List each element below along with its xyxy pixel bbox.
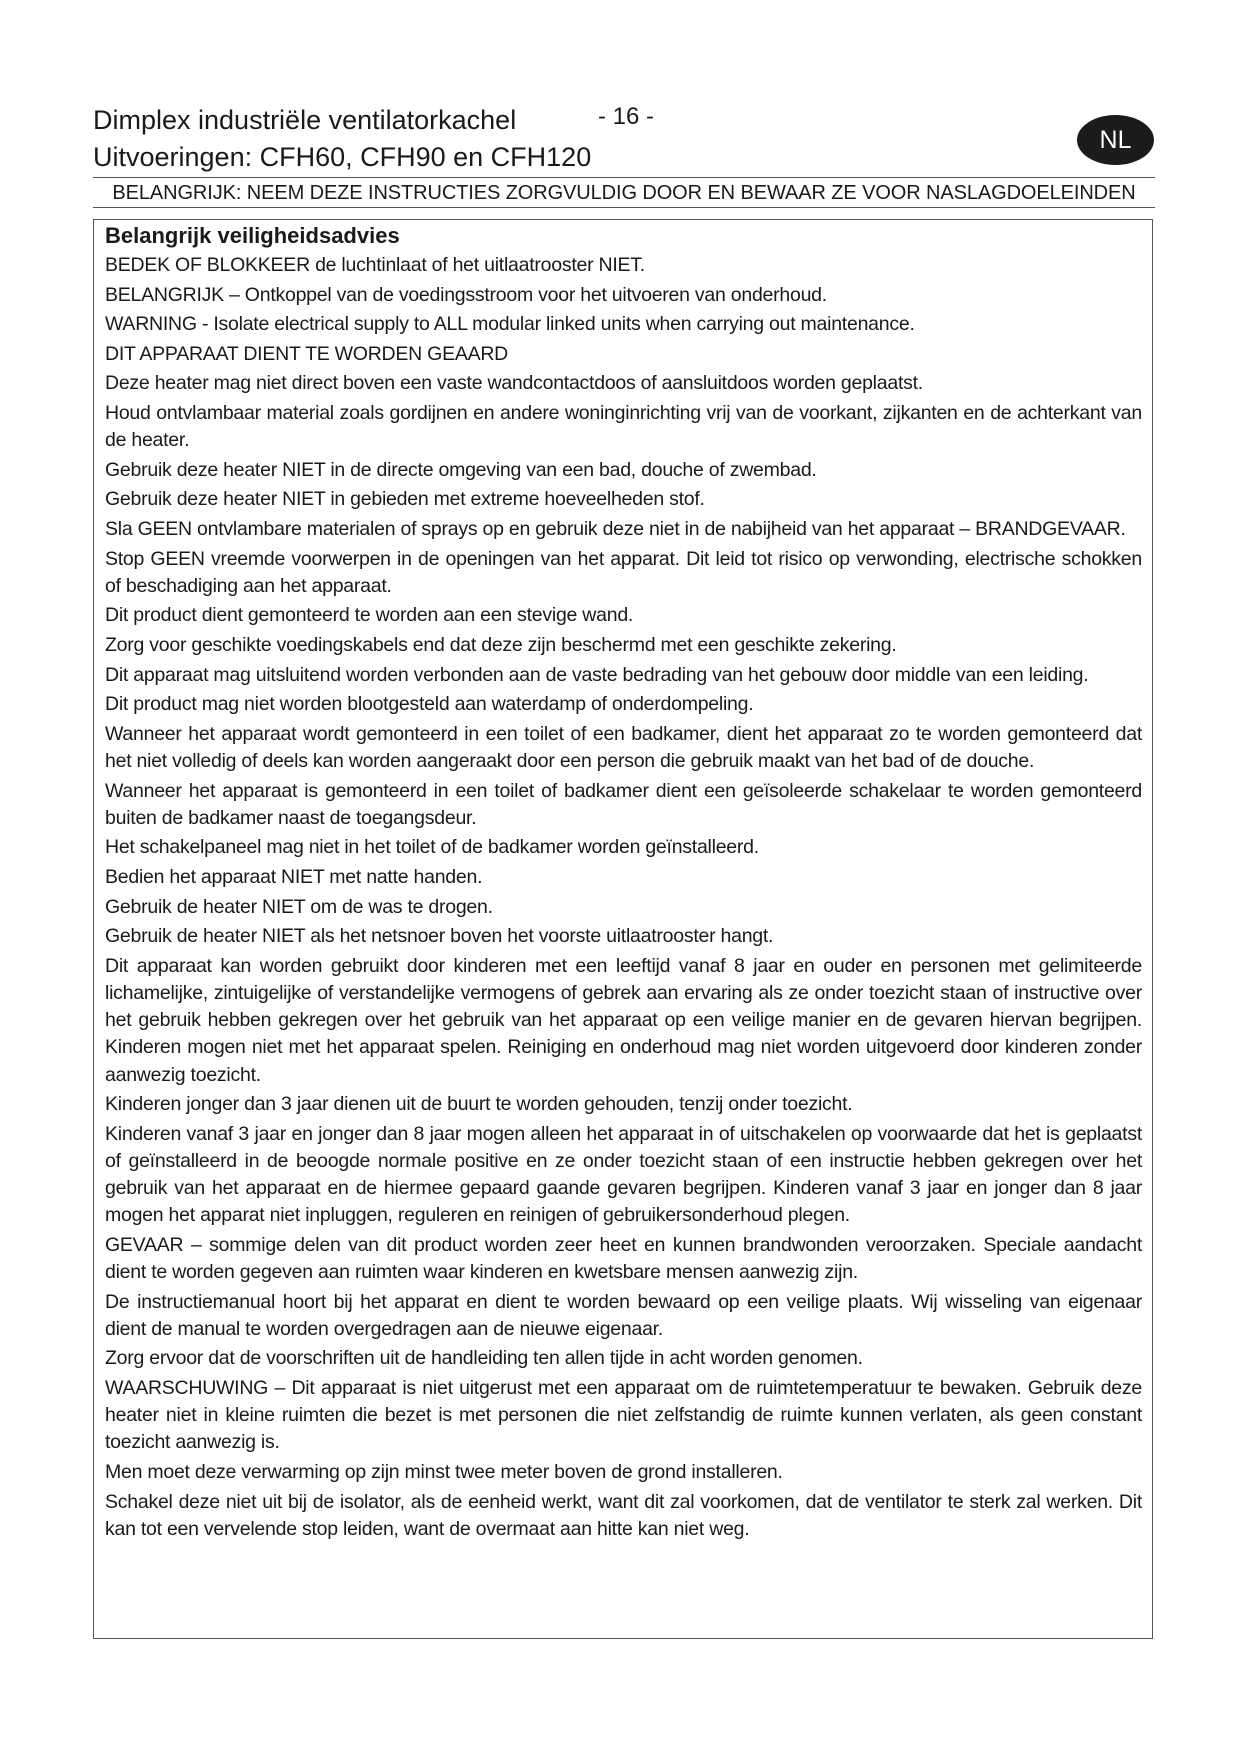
advice-item: Zorg voor geschikte voedingskabels end dat deze zijn beschermd met een geschikte zekering. [105, 633, 897, 656]
advice-item: Gebruik deze heater NIET in gebieden met extreme hoeveelheden stof. [105, 488, 705, 511]
advice-item: BEDEK OF BLOKKEER de luchtinlaat of het uitlaatrooster NIET. [105, 254, 645, 276]
safety-advice-list [105, 252, 1142, 1543]
page-number: - 16 - [598, 103, 655, 130]
advice-item: WAARSCHUWING – Dit apparaat is niet uitgerust met een apparaat om de ruimtetemperatuur te bewaken. Gebruik deze heater niet in kleine ruimten die bezet is met personen die niet zelfstandig de ruimte kunnen verlaten, als geen constant toezicht aanwezig is. [105, 1377, 1142, 1454]
advice-item: GEVAAR – sommige delen van dit product worden zeer heet en kunnen brandwonden veroorzaken. Speciale aandacht dient te worden gegeven aan ruimten waar kinderen en kwetsbare mensen aanwezig zijn. [105, 1233, 1142, 1284]
advice-item: Het schakelpaneel mag niet in het toilet of de badkamer worden geïnstalleerd. [105, 836, 759, 859]
document-title: Dimplex industriële ventilatorkachel [93, 105, 517, 135]
advice-item: BELANGRIJK – Ontkoppel van de voedingsstroom voor het uitvoeren van onderhoud. [105, 283, 827, 306]
advice-item: De instructiemanual hoort bij het apparat en dient te worden bewaard op een veilige plaats. Wij wisseling van eigenaar dient de manual te worden overgedragen aan de nieuwe eigenaar. [105, 1290, 1142, 1340]
advice-item: Bedien het apparaat NIET met natte handen. [105, 865, 483, 888]
advice-item: Schakel deze niet uit bij de isolator, als de eenheid werkt, want dit zal voorkomen, dat de ventilator te sterk zal werken. Dit kan tot een vervelende stop leiden, want de overmaat aan hitte kan niet weg. [105, 1490, 1142, 1540]
advice-item: Dit apparaat kan worden gebruikt door kinderen met een leeftijd vanaf 8 jaar en ouder en personen met gelimiteerde lichamelijke, zintuigelijke of verstandelijke vermogens of gebrek aan ervaring als ze onder toezicht staan of instructive over het gebruik hebben gekregen over het gebruik van het apparaat op een veilige manier en de gevaren hiervan begrijpen. Kinderen mogen niet met het apparaat spelen. Reiniging en onderhoud mag niet worden uitgevoerd door kinderen zonder aanwezig toezicht. [105, 954, 1142, 1086]
important-notice: BELANGRIJK: NEEM DEZE INSTRUCTIES ZORGVULDIG DOOR EN BEWAAR ZE VOOR NASLAGDOELEINDEN [112, 182, 1136, 204]
advice-item: DIT APPARAAT DIENT TE WORDEN GEAARD [105, 342, 508, 365]
advice-item: Deze heater mag niet direct boven een vaste wandcontactdoos of aansluitdoos worden geplaatst. [105, 372, 923, 395]
language-badge: NL [1077, 115, 1154, 165]
safety-advice-box [93, 219, 1153, 1639]
advice-item: Dit product mag niet worden blootgesteld aan waterdamp of onderdompeling. [105, 693, 754, 716]
advice-item: Wanneer het apparaat is gemonteerd in een toilet of badkamer dient een geïsoleerde schakelaar te worden gemonteerd buiten de badkamer naast de toegangsdeur. [105, 779, 1142, 829]
advice-item: WARNING - Isolate electrical supply to ALL modular linked units when carrying out maintenance. [105, 313, 915, 336]
advice-item: Stop GEEN vreemde voorwerpen in de openingen van het apparat. Dit leid tot risico op verwonding, electrische schokken of beschadiging aan het apparaat. [105, 547, 1142, 597]
advice-item: Gebruik de heater NIET als het netsnoer boven het voorste uitlaatrooster hangt. [105, 925, 774, 948]
advice-item: Sla GEEN ontvlambare materialen of sprays op en gebruik deze niet in de nabijheid van het apparaat – BRANDGEVAAR. [105, 517, 1126, 540]
advice-item: Kinderen jonger dan 3 jaar dienen uit de buurt te worden gehouden, tenzij onder toezicht. [105, 1093, 853, 1116]
advice-item: Kinderen vanaf 3 jaar en jonger dan 8 jaar mogen alleen het apparaat in of uitschakelen op voorwaarde dat het is geplaatst of geïnstalleerd in de beoogde normale positive en ze onder toezicht staan of een instructie hebben gekregen over het gebruik van het apparaat en de hiermee gepaard gaande gevaren begrijpen. Kinderen vanaf 3 jaar en jonger dan 8 jaar mogen het apparat niet inpluggen, reguleren en reinigen of gebruikersonderhoud plegen. [105, 1122, 1142, 1227]
advice-item: Dit apparaat mag uitsluitend worden verbonden aan de vaste bedrading van het gebouw door middle van een leiding. [105, 663, 1089, 686]
advice-item: Zorg ervoor dat de voorschriften uit de handleiding ten allen tijde in acht worden genomen. [105, 1347, 863, 1370]
advice-item: Gebruik de heater NIET om de was te drogen. [105, 895, 493, 918]
advice-item: Dit product dient gemonteerd te worden aan een stevige wand. [105, 604, 634, 627]
document-subtitle: Uitvoeringen: CFH60, CFH90 en CFH120 [93, 142, 592, 172]
advice-item: Houd ontvlambaar material zoals gordijnen en andere woninginrichting vrij van de voorkant, zijkanten en de achterkant van de heater. [105, 401, 1142, 452]
advice-item: Gebruik deze heater NIET in de directe omgeving van een bad, douche of zwembad. [105, 458, 817, 481]
advice-item: Men moet deze verwarming op zijn minst twee meter boven de grond installeren. [105, 1461, 783, 1484]
header-divider-top [93, 177, 1155, 178]
header-divider-bottom [93, 207, 1155, 208]
safety-advice-heading: Belangrijk veiligheidsadvies [105, 223, 400, 248]
advice-item: Wanneer het apparaat wordt gemonteerd in een toilet of een badkamer, dient het apparaat zo te worden gemonteerd dat het niet volledig of deels kan worden aangeraakt door een person die gebruik maakt van het bad of de douche. [105, 722, 1142, 772]
